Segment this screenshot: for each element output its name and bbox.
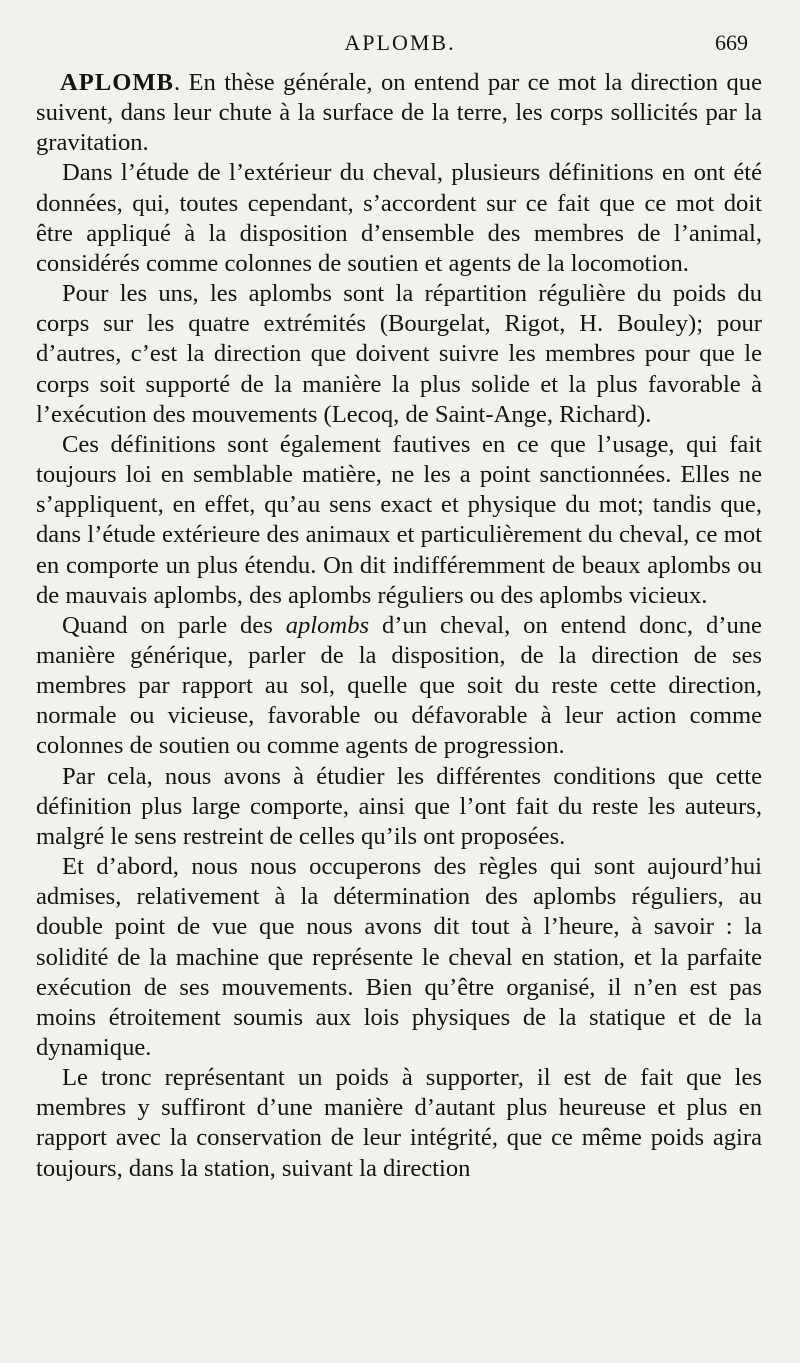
paragraph-3: Pour les uns, les aplombs sont la répartition régulière du poids du corps sur les quatre extrémités (Bourgelat, Rigot, H. Bouley); pour d’autres, c’est la direction que doivent suivre les membres pour que le corps soit supporté de la manière la plus solide et la plus favorable à l’exécution des mouvements (Lecoq, de Saint-Ange, Richard). [36,280,762,428]
paragraph-5-before: Quand on parle des [62,611,286,639]
paragraph-4: Ces définitions sont également fautives en ce que l’usage, qui fait toujours loi en semblable matière, ne les a point sanctionnées. Elles ne s’appliquent, en effet, qu’au sens exact et physique du mot; tandis que, dans l’étude extérieure des animaux et particulièrement du cheval, ce mot en comporte un plus étendu. On dit indifféremment de beaux aplombs ou de mauvais aplombs, des aplombs réguliers ou des aplombs vicieux. [36,430,762,609]
paragraph-1 [36,68,762,158]
article-head-word: APLOMB [60,69,174,96]
paragraph-5-emphasis: aplombs [285,611,370,639]
running-head-title: APLOMB. [344,30,456,55]
paragraph-5 [36,611,762,762]
paragraph-1-text: . En thèse générale, on entend par ce mot la direction que suivent, dans leur chute à la surface de la terre, les corps sollicités par la gravitation. [36,69,762,157]
paragraph-6: Par cela, nous avons à étudier les différentes conditions que cette définition plus large comporte, ainsi que l’ont fait du reste les auteurs, malgré le sens restreint de celles qu’ils ont proposées. [36,762,762,850]
paragraph-8: Le tronc représentant un poids à supporter, il est de fait que les membres y suffiront d’une manière d’autant plus heureuse et plus en rapport avec la conservation de leur intégrité, que ce même poids agira toujours, dans la station, suivant la direction [36,1064,762,1182]
running-head [0,26,800,62]
article-body [36,68,762,1184]
paragraph-2: Dans l’étude de l’extérieur du cheval, plusieurs définitions en ont été données, qui, toutes cependant, s’accordent sur ce fait que ce mot doit être appliqué à la disposition d’ensemble des membres de l’animal, considérés comme colonnes de soutien et agents de la locomotion. [36,159,762,277]
paragraph-5-after: d’un cheval, on entend donc, d’une manière générique, parler de la disposition, de la direction de ses membres par rapport au sol, quelle que soit du reste cette direction, normale ou vicieuse, favorable ou défavorable à leur action comme colonnes de soutien ou comme agents de progression. [36,611,762,760]
paragraph-7: Et d’abord, nous nous occuperons des règles qui sont aujourd’hui admises, relativement à la détermination des aplombs réguliers, au double point de vue que nous avons dit tout à l’heure, à savoir : la solidité de la machine que représente le cheval en station, et la parfaite exécution de ses mouvements. Bien qu’être organisé, il n’en est pas moins étroitement soumis aux lois physiques de la statique et de la dynamique. [36,853,762,1061]
page-number: 669 [715,30,748,55]
